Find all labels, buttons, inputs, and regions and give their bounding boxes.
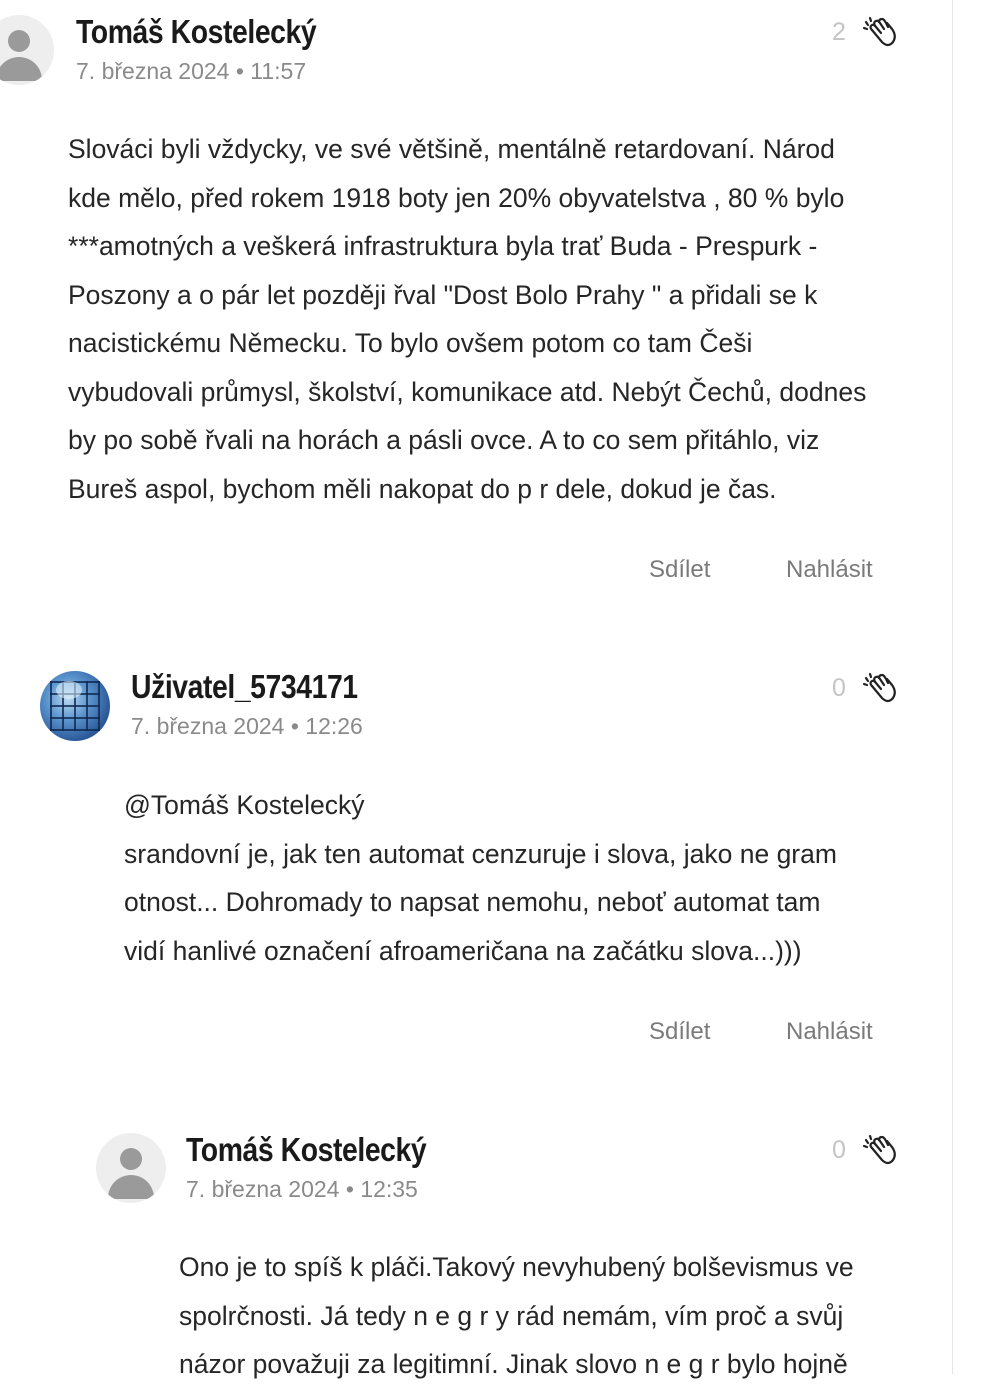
like-count: 0 [832, 674, 846, 702]
comment-text-line: Poszony a o pár let později řval "Dost Bolo Prahy " a přidali se k [68, 279, 818, 310]
avatar-body-icon [108, 1175, 154, 1199]
report-button[interactable]: Nahlásit [786, 556, 873, 583]
comment-body [124, 781, 924, 975]
share-button[interactable]: Sdílet [649, 1018, 711, 1045]
default-avatar[interactable] [96, 1133, 166, 1203]
photo-avatar[interactable] [40, 671, 110, 741]
comment-text-line: Bureš aspol, bychom měli nakopat do p r dele, dokud je čas. [68, 473, 777, 504]
comment-text-line: Slováci byli vždycky, ve své většině, mentálně retardovaní. Národ [68, 134, 835, 164]
comment-text-line: vybudovali průmysl, školství, komunikace atd. Nebýt Čechů, dodnes [68, 376, 867, 407]
comment-text-line: spolrčnosti. Já tedy n e g r y rád nemám, vím proč a svůj [179, 1300, 844, 1331]
comment-body [179, 1243, 939, 1389]
avatar-body-icon [0, 57, 42, 81]
comment-text-line: nacistickému Německu. To bylo ovšem potom co tam Češi [68, 328, 753, 358]
comment-timestamp: 7. března 2024 • 11:57 [76, 58, 307, 84]
like-count: 2 [832, 18, 846, 46]
comment-text-line: otnost... Dohromady to napsat nemohu, neboť automat tam [124, 887, 821, 917]
like-count: 0 [832, 1136, 846, 1164]
mention-link[interactable]: @Tomáš Kostelecký [124, 790, 365, 820]
comment-text-line: ***amotných a veškerá infrastruktura byla trať Buda - Prespurk - [68, 231, 818, 261]
comment-text-line: vidí hanlivé označení afroameričana na začátku slova...))) [124, 935, 802, 966]
comment-author[interactable]: Tomáš Kostelecký [186, 1131, 427, 1168]
comment-text-line: Ono je to spíš k pláči.Takový nevyhubený bolševismus ve [179, 1252, 854, 1282]
share-button[interactable]: Sdílet [649, 556, 711, 583]
clap-icon[interactable] [862, 16, 898, 50]
avatar-head-icon [8, 30, 30, 52]
avatar-head-icon [120, 1148, 142, 1170]
comment-timestamp: 7. března 2024 • 12:26 [131, 713, 363, 739]
comment-text-line: názor považuji za legitimní. Jinak slovo n e g r bylo hojně [179, 1349, 848, 1379]
comment-author[interactable]: Uživatel_5734171 [131, 668, 358, 705]
comment-author[interactable]: Tomáš Kostelecký [76, 13, 317, 50]
clap-icon[interactable] [862, 672, 898, 706]
comment-text-line: srandovní je, jak ten automat cenzuruje i slova, jako ne gram [124, 838, 837, 869]
report-button[interactable]: Nahlásit [786, 1018, 873, 1045]
clap-icon[interactable] [862, 1134, 898, 1168]
right-divider [952, 0, 953, 1374]
comment-body [68, 125, 938, 513]
comment-text-line: kde mělo, před rokem 1918 boty jen 20% obyvatelstva , 80 % bylo [68, 182, 845, 213]
comment-text-line: by po sobě řvali na horách a pásli ovce. A to co sem přitáhlo, viz [68, 425, 820, 455]
comment-timestamp: 7. března 2024 • 12:35 [186, 1176, 418, 1202]
default-avatar[interactable] [0, 15, 54, 85]
